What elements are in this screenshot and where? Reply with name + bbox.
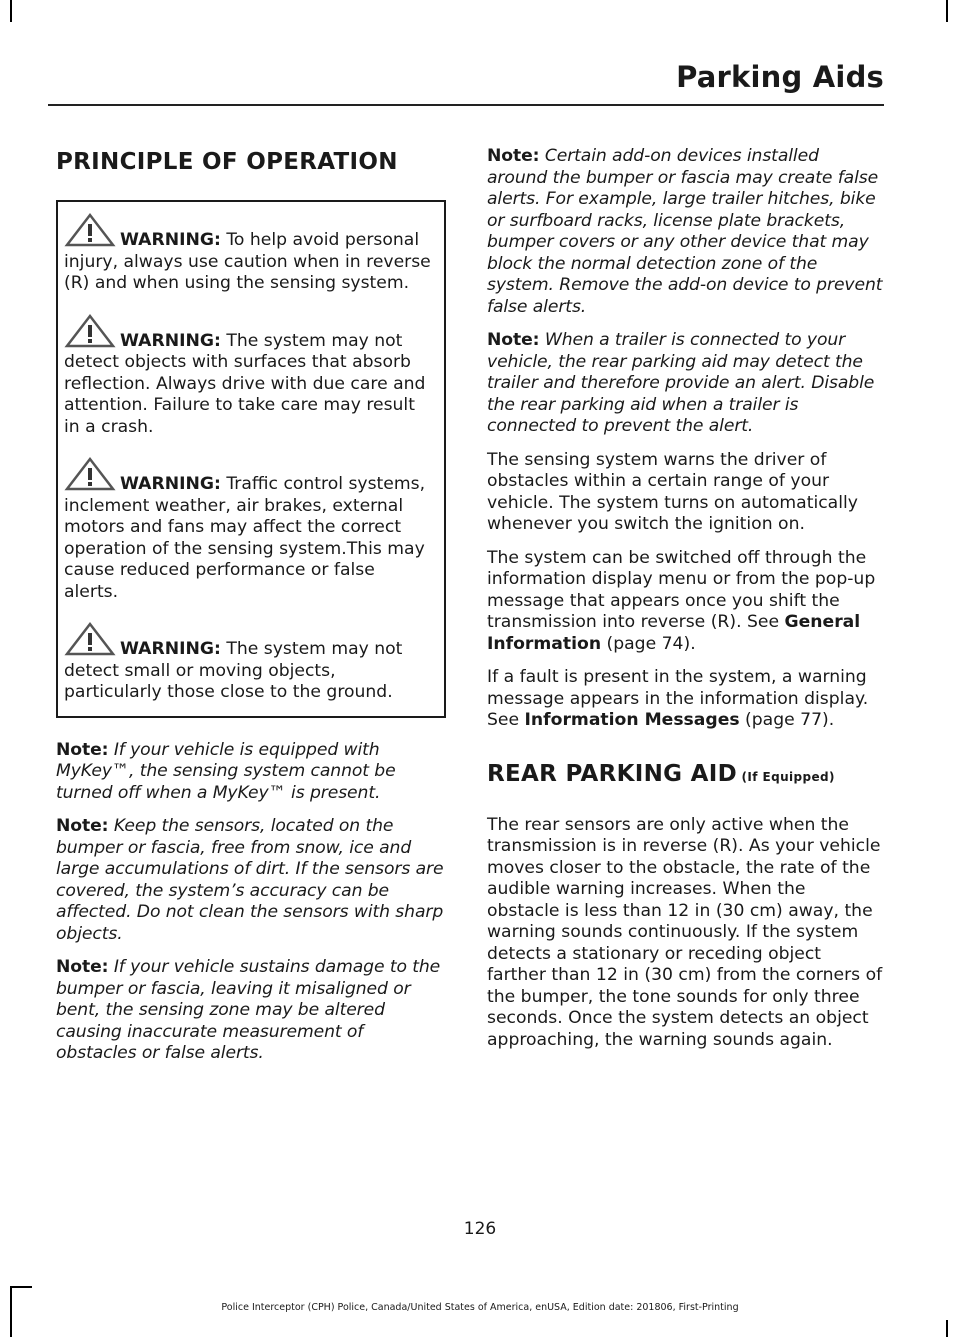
note-label: Note: [56,739,109,760]
page-reference: (page 77). [739,710,835,730]
warning-item [64,212,434,295]
warning-text: The system may not detect objects with surfaces that absorb reflection. Always drive with due care and attention. Failure to take care may result in a crash. [64,330,426,437]
section-heading: PRINCIPLE OF OPERATION [56,149,398,175]
warning-triangle-icon [64,456,116,492]
note-paragraph [487,146,883,318]
section-heading [487,758,883,793]
page-header-title: Parking Aids [676,60,884,94]
note-label: Note: [487,330,540,350]
crop-mark [10,1286,32,1288]
body-text: If a fault is present in the system, a warning message appears in the information display. See [487,667,869,730]
body-paragraph [487,667,883,732]
note-paragraph [487,330,883,438]
crop-mark [946,0,948,22]
section-heading-text: REAR PARKING AID [487,760,737,787]
cross-reference-link[interactable]: Information Messages [524,710,740,730]
header-divider [48,104,884,106]
warning-triangle-icon [64,621,116,657]
note-label: Note: [56,816,109,836]
footer-text: Police Interceptor (CPH) Police, Canada/United States of America, enUSA, Edition date: 201806, First-Printing [221,1302,739,1313]
warning-item [64,313,434,439]
warning-label: WARNING: [120,474,221,494]
warning-text: Traffic control systems, inclement weather, air brakes, external motors and fans may affect the correct operation of the sensing system.This may cause reduced performance or false alerts. [64,474,426,602]
note-text: If your vehicle sustains damage to the bumper or fascia, leaving it misaligned or bent, the sensing zone may be altered causing inaccurate measurement of obstacles or false alerts. [56,957,441,1063]
body-text: The system can be switched off through the information display menu or from the pop-up message that appears once you shift the transmission into reverse (R). See [487,547,876,632]
crop-mark [946,1320,948,1337]
heading-suffix: (If Equipped) [736,769,835,784]
warning-label: WARNING: [120,330,221,351]
warning-triangle-icon [64,212,116,248]
crop-mark [10,0,12,22]
warning-item [64,621,434,704]
note-paragraph [56,740,446,805]
note-paragraph [56,816,446,945]
warning-label: WARNING: [120,230,221,250]
left-column [56,146,446,1077]
body-paragraph: The sensing system warns the driver of obstacles within a certain range of your vehicle. The system turns on automatically whenever you switch the ignition on. [487,449,858,534]
warning-text: To help avoid personal injury, always use caution when in reverse (R) and when using the sensing system. [64,230,431,293]
body-paragraph [487,548,883,656]
note-text: When a trailer is connected to your vehicle, the rear parking aid may detect the trailer and therefore provide an alert. Disable the rear parking aid when a trailer is connected to prevent the alert. [487,330,875,436]
note-text: Keep the sensors, located on the bumper or fascia, free from snow, ice and large accumulations of dirt. If the sensors are covered, the system’s accuracy can be affected. Do not clean the sensors with sharp objects. [56,816,444,944]
cross-reference-link[interactable]: General Information [487,612,861,654]
warning-label: WARNING: [120,639,221,659]
warning-box [56,200,446,718]
warning-item [64,456,434,603]
page-reference: (page 74). [601,633,696,654]
note-text: If your vehicle is equipped with MyKey™, the sensing system cannot be turned off when a MyKey™ is present. [56,739,396,803]
warning-triangle-icon [64,313,116,349]
warning-text: The system may not detect small or moving objects, particularly those close to the ground. [64,639,403,702]
note-label: Note: [487,146,540,166]
body-paragraph: The rear sensors are only active when the transmission is in reverse (R). As your vehicle moves closer to the obstacle, the rate of the audible warning increases. When the obstacle is less than 12 in (30 cm) away, the warning sounds continuously. If the system detects a stationary or receding object farther than 12 in (30 cm) from the corners of the bumper, the tone sounds for only three seconds. Once the system detects an object approaching, the warning sounds again. [487,814,883,1050]
right-column [487,146,883,1063]
note-paragraph [56,957,446,1065]
note-label: Note: [56,957,109,977]
page-number: 126 [463,1219,497,1239]
note-text: Certain add-on devices installed around the bumper or fascia may create false alerts. For example, large trailer hitches, bike or surfboard racks, license plate brackets, bumper covers or any other device that may block the normal detection zone of the system. Remove the add-on device to prevent false alerts. [487,146,883,317]
